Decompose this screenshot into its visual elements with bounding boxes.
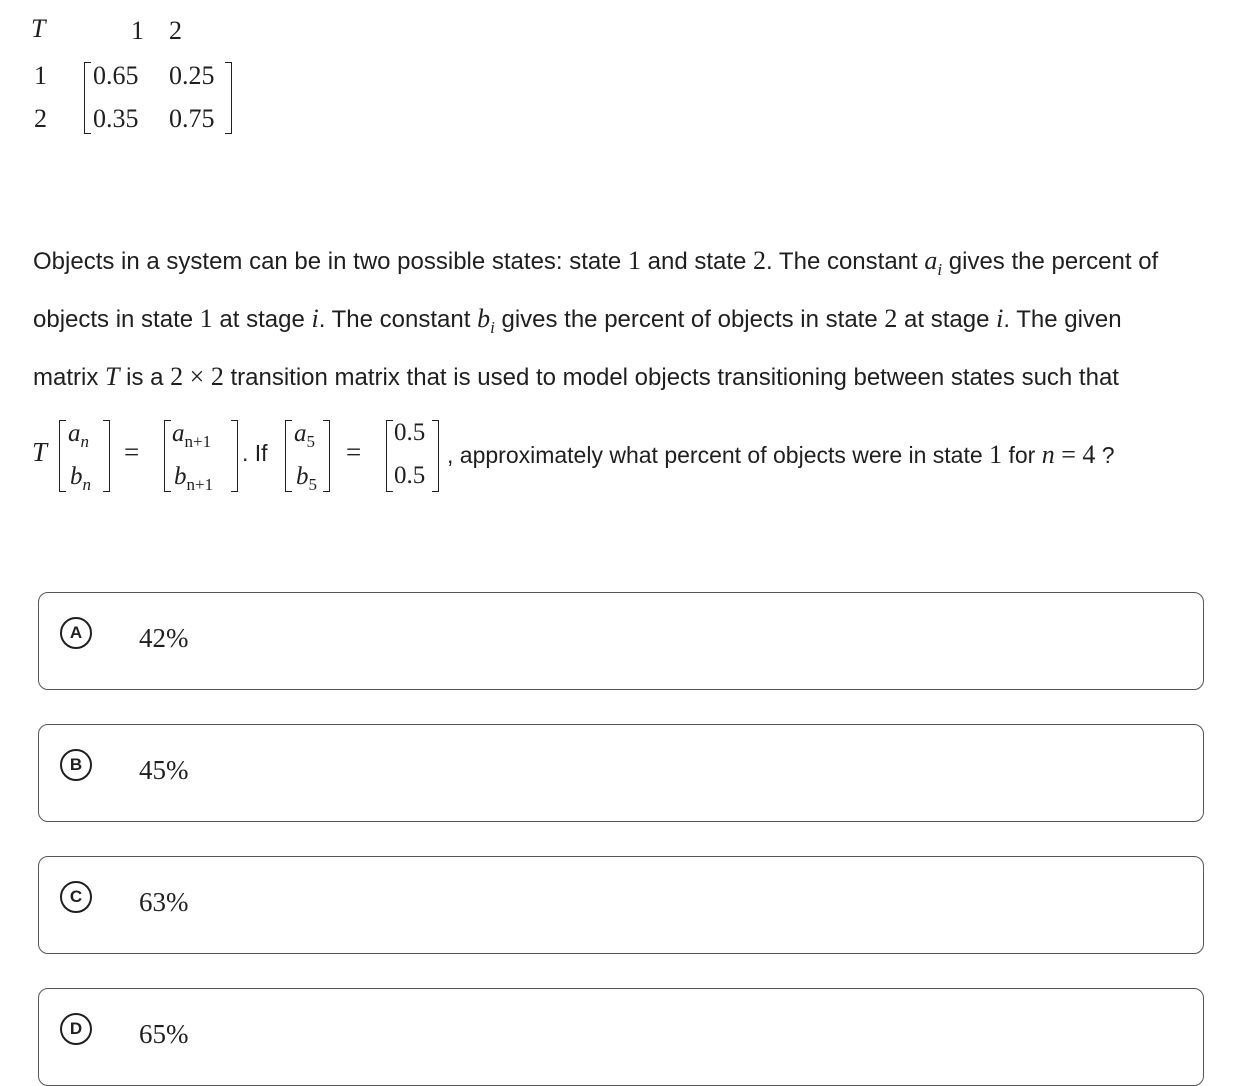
vector-bracket-left (164, 420, 171, 492)
choice-letter-badge: C (60, 881, 92, 913)
vector-bracket-right (103, 420, 110, 492)
if-text: . If (242, 440, 268, 466)
vector-bracket-left (59, 420, 66, 492)
matrix-left-bracket (84, 62, 91, 134)
vector-bracket-right (432, 420, 439, 492)
vector-bracket-left (285, 420, 292, 492)
matrix-cell: 0.65 (93, 61, 139, 90)
vector-bracket-right (231, 420, 238, 492)
matrix-cell: 0.75 (169, 104, 215, 133)
choice-text: 42% (139, 623, 189, 653)
question-line: Objects in a system can be in two possible states: state 1 and state 2. The constant $a_i$ gives the percent of (33, 246, 1159, 279)
matrix-row-header: 2 (34, 104, 47, 133)
choice-letter-badge: A (60, 617, 92, 649)
question-line: objects in state 1 at stage i. The constant $b_i$ gives the percent of objects in state 2 at stage i. The given (33, 304, 1122, 337)
matrix-name: T (31, 14, 46, 43)
answer-choice-c[interactable] (38, 856, 1204, 954)
vector-entry: $b_n$ (70, 463, 91, 494)
vector-bracket-right (323, 420, 330, 492)
vector-entry: $a_5$ (294, 420, 315, 451)
choice-text: 63% (139, 887, 189, 917)
matrix-cell: 0.25 (169, 61, 215, 90)
matrix-row-header: 1 (34, 61, 47, 90)
matrix-col-header: 2 (169, 16, 182, 45)
vector-entry: 0.5 (394, 462, 426, 489)
choice-letter-badge: B (60, 749, 92, 781)
vector-entry: $a_n$ (68, 420, 89, 451)
question-tail: , approximately what percent of objects were in state 1 for n = 4 ? (447, 440, 1115, 469)
vector-entry: $a_{n+1}$ (172, 420, 212, 451)
equals-sign: = (124, 437, 140, 467)
equals-sign: = (346, 437, 362, 467)
matrix-right-bracket (225, 62, 232, 134)
answer-choice-b[interactable] (38, 724, 1204, 822)
matrix-col-header: 1 (131, 16, 144, 45)
choice-text: 65% (139, 1019, 189, 1049)
vector-entry: $b_5$ (296, 463, 317, 494)
vector-bracket-left (386, 420, 393, 492)
vector-entry: 0.5 (394, 419, 426, 446)
choice-letter-badge: D (60, 1013, 92, 1045)
question-line: matrix T is a 2 × 2 transition matrix that is used to model objects transitioning between states such that (33, 362, 1119, 391)
vector-entry: $b_{n+1}$ (174, 463, 214, 494)
answer-choice-a[interactable] (38, 592, 1204, 690)
equation-T: T (32, 437, 48, 467)
matrix-cell: 0.35 (93, 104, 139, 133)
choice-text: 45% (139, 755, 189, 785)
answer-choice-d[interactable] (38, 988, 1204, 1086)
